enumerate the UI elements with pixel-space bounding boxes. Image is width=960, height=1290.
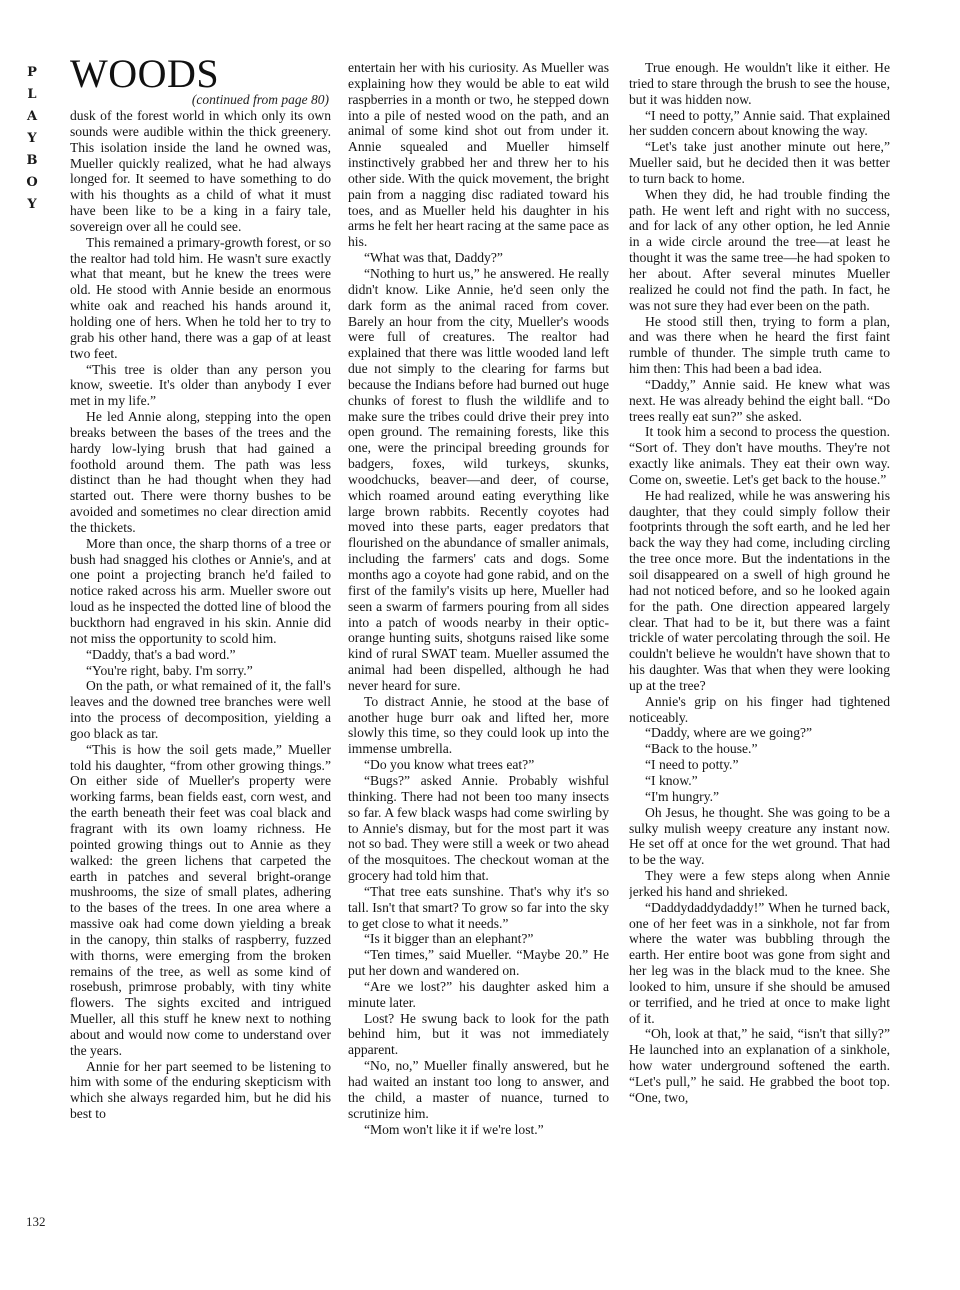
- masthead-letter: L: [27, 87, 37, 102]
- article-paragraph: Lost? He swung back to look for the path behind him, but it was not immediately apparent.: [348, 1010, 609, 1058]
- article-paragraph: “What was that, Daddy?”: [364, 250, 503, 266]
- article-paragraph: “Nothing to hurt us,” he answered. He really didn't know. Like Annie, he'd seen only the dark form as the animal raced from cover. Barely an hour from the city, Mueller's woods were full of creatures. The realtor had explained that there was little wooded land left due not simply to the clearing for farms but because the Indians before had burned out huge chunks of forest to flush the wildlife and to make sure the tribes could drive their prey into open ground. The remaining forests, like this one, were the principal breeding grounds for badgers, foxes, wild turkeys, skunks, woodchucks, beaver—and deer, of course, which roamed around eating everything like large brown rabbits. Recently coyotes had moved into these parts, eager predators that flourished on the abundance of smaller animals, including the farmers' cats and dogs. Some months ago a coyote had gone rabid, and on the first of the family's visits up here, Mueller had seen a swarm of farmers pouring from all sides into a patch of woods nearby in their optic-orange hunting suits, shotguns raised like some kind of rural SWAT team. Mueller assumed the animal had been dispelled, although he had never heard for sure.: [348, 265, 609, 693]
- masthead-letter: P: [27, 65, 37, 80]
- article-paragraph: “Mom won't like it if we're lost.”: [364, 1121, 544, 1137]
- magazine-masthead: [22, 62, 42, 216]
- article-paragraph: “This is how the soil gets made,” Mueller told his daughter, “from other growing things.” On either side of Mueller's property were working farms, bean fields east, corn west, and the earth beneath their feet was coal black and fragrant with its own loamy richness. He pointed growing things out to Annie as they walked: the green lichens that carpeted the earth in patches and several bright-orange mushrooms, the size of small plates, adhering to the bases of the trees. In one area where a massive oak had come down yielding a break in the canopy, thin stalks of raspberry, fuzzed with thorns, were emerging from the broken remains of the tree, as well as some kind of rosebush, primrose probably, with tiny white flowers. The sights excited and intrigued Mueller, all this stuff he knew next to nothing about and would now come to understand over the years.: [70, 741, 331, 1058]
- article-paragraph: “I need to potty.”: [645, 757, 739, 773]
- article-column-2: [348, 60, 609, 1232]
- article-paragraph: Annie's grip on his finger had tightened noticeably.: [629, 693, 890, 725]
- article-paragraph: He led Annie along, stepping into the open breaks between the bases of the trees and the hardy low-lying brush that had gained a foothold around them. The path was less distinct than he had thought when they had started out. There were thorny bushes to be avoided and sometimes no clear direction amid the thickets.: [70, 409, 331, 535]
- section-title: WOODS: [70, 51, 220, 96]
- article-paragraph: On the path, or what remained of it, the fall's leaves and the downed tree branches were well into the process of decomposition, yielding a goo black as tar.: [70, 678, 331, 741]
- masthead-letter: Y: [27, 131, 37, 146]
- article-paragraph: entertain her with his curiosity. As Mueller was explaining how they would be able to eat wild raspberries in a month or two, he stepped down into a pile of nested wood on the path, and an animal of some kind shot out from under it. Annie squealed and Mueller himself instinctively grabbed her and threw her to his other side. With the quick movement, the bright pain from a nagging disc radiated toward his toes, and as Mueller held his daughter in his arms he felt her heart racing at the same pace as his.: [348, 60, 609, 250]
- article-paragraph: They were a few steps along when Annie jerked his hand and shrieked.: [629, 868, 890, 899]
- article-paragraph: “This tree is older than any person you know, sweetie. It's older than anybody I ever met in my life.”: [70, 361, 331, 409]
- masthead-letter: A: [26, 109, 38, 124]
- article-paragraph: “I need to potty,” Annie said. That explained her sudden concern about knowing the way.: [629, 107, 890, 139]
- article-paragraph: It took him a second to process the question. “Sort of. They don't have mouths. They're not exactly like animals. They eat their own way. Come on, sweetie. Let's get back to the house.”: [629, 424, 890, 487]
- masthead-letter: O: [26, 175, 38, 190]
- article-paragraph: “No, no,” Mueller finally answered, but he had waited an instant too long to answer, and the child, a master of nuance, turned to scrutinize him.: [348, 1058, 609, 1121]
- article-paragraph: “Do you know what trees eat?”: [364, 757, 535, 773]
- continued-note: (continued from page 80): [191, 92, 329, 107]
- article-paragraph: “I'm hungry.”: [645, 788, 720, 804]
- article-paragraph: “I know.”: [645, 772, 698, 788]
- article-paragraph: “Back to the house.”: [645, 741, 758, 757]
- article-paragraph: Oh Jesus, he thought. She was going to be a sulky mulish weepy creature any instant now. He set off at once for the wet ground. That had to be the way.: [629, 804, 890, 868]
- article-paragraph: “Are we lost?” his daughter asked him a minute later.: [348, 978, 609, 1010]
- article-paragraph: True enough. He wouldn't like it either. He tried to stare through the brush to see the house, but it was hidden now.: [629, 60, 890, 107]
- article-paragraph: “Bugs?” asked Annie. Probably wishful thinking. There had not been too many insects so far. A few black wasps had come swirling by to Annie's dismay, but for the most part it was not so bad. They were still a week or two ahead of the mosquitoes. The checkout woman at the grocery had told him that.: [348, 772, 609, 884]
- page-number: 132: [26, 1214, 46, 1229]
- article-paragraph: “Is it bigger than an elephant?”: [364, 931, 534, 947]
- article-paragraph: To distract Annie, he stood at the base of another huge burr oak and lifted her, more slowly this time, so they could look up into the immense umbrella.: [348, 693, 609, 757]
- article-column-1: [70, 108, 331, 1232]
- article-paragraph: “Let's take just another minute out here,” Mueller said, but he decided then it was better to turn back to home.: [629, 139, 890, 186]
- masthead-letter: B: [26, 153, 38, 168]
- article-paragraph: “Oh, look at that,” he said, “isn't that silly?” He launched into an explanation of a sinkhole, how water underground softened the earth. “Let's pull,” he said. He grabbed the boot top. “One, two,: [629, 1026, 890, 1105]
- article-paragraph: dusk of the forest world in which only its own sounds were audible within the thick greenery. This isolation inside the land he owned was, Mueller quickly realized, what he had always longed for. It seemed to have something to do with his thoughts as a child of what it must have been like to be a king in a fairy tale, sovereign over all he could see.: [70, 108, 331, 234]
- article-paragraph: “Ten times,” said Mueller. “Maybe 20.” He put her down and wandered on.: [348, 947, 609, 979]
- article-paragraph: “Daddy, that's a bad word.”: [86, 646, 236, 662]
- article-paragraph: He stood still then, trying to form a plan, and was there when he heard the first faint rumble of thunder. The simple truth came to him then: This had been a bad idea.: [629, 313, 890, 377]
- article-paragraph: He had realized, while he was answering his daughter, that they could simply follow their footprints through the soft earth, and he led her back the way they had come, including circling the tree once more. But the indentations in the soil disappeared on a swell of high ground he had not noticed before, and so he looked again for the path. One direction appeared largely clear. That had to be it, but there was a faint trickle of water percolating through the soil. He couldn't believe he wouldn't have shown that to his daughter. Was that when they were looking up at the tree?: [629, 487, 890, 693]
- article-paragraph: “Daddy, where are we going?”: [645, 725, 813, 741]
- article-paragraph: “Daddydaddydaddy!” When he turned back, one of her feet was in a sinkhole, not far from where the water was bubbling through the earth. Her entire boot was gone from sight and her leg was in the black mud to the knee. She looked to him, unsure if she should be amused or terrified, and he tried at once to make light of it.: [629, 899, 890, 1026]
- article-paragraph: “That tree eats sunshine. That's why it's so tall. Isn't that smart? To grow so far into the sky to get close to what it needs.”: [348, 883, 609, 931]
- article-paragraph: More than once, the sharp thorns of a tree or bush had snagged his clothes or Annie's, and at one point a projecting branch he'd failed to notice raked across his arm. Mueller swore out loud as he inspected the dotted line of blood the buckthorn had engraved in his skin. Annie did not miss the opportunity to scold him.: [70, 535, 331, 646]
- masthead-letter: Y: [27, 197, 37, 212]
- article-paragraph: When they did, he had trouble finding the path. He went left and right with no success, and for lack of any other option, he led Annie in a wide circle around the tree—at least he thought it was the same tree—he had spoken to her about. After several minutes Mueller realized he could not find the path. In fact, he was not sure they had ever been on the path.: [629, 186, 890, 313]
- article-paragraph: Annie for her part seemed to be listening to him with some of the enduring skepticism with which she always regarded him, but he did his best to: [70, 1058, 331, 1122]
- article-paragraph: “You're right, baby. I'm sorry.”: [86, 662, 253, 678]
- article-column-3: [629, 60, 890, 1232]
- article-paragraph: “Daddy,” Annie said. He knew what was next. He was already behind the eight ball. “Do trees really eat sun?” she asked.: [629, 376, 890, 424]
- article-paragraph: This remained a primary-growth forest, or so the realtor had told him. He wasn't sure exactly what that meant, but he knew the trees were old. He stood with Annie beside an enormous white oak and reached his hands around it, holding one of hers. When he told her to try to grab his other hand, there was a gap of at least two feet.: [70, 234, 331, 361]
